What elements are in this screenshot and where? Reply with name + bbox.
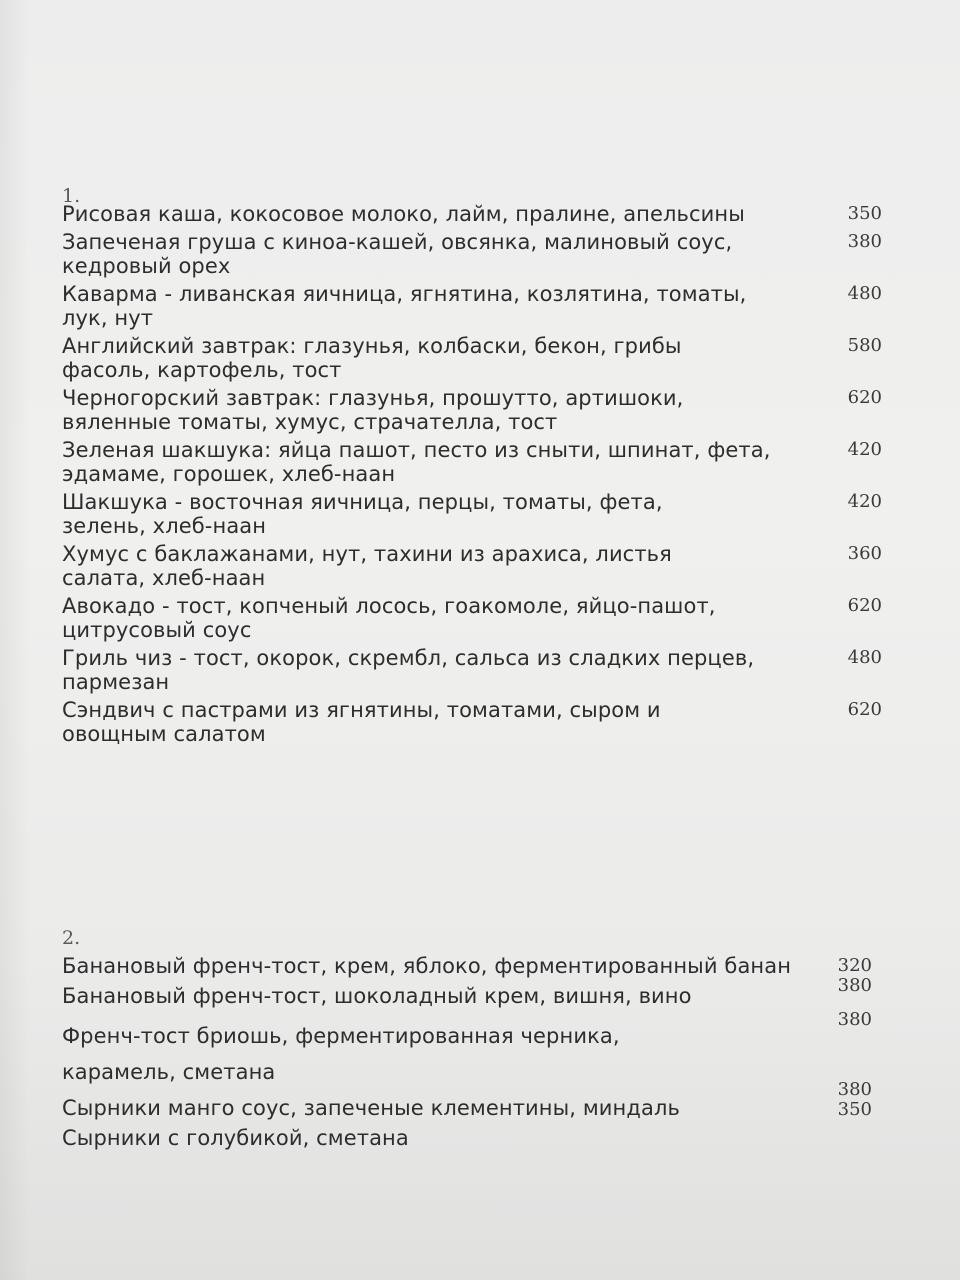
menu-item-name: Хумус с баклажанами, нут, тахини из арахиса, листья салата, хлеб-наан — [62, 542, 672, 590]
menu-item-name: Шакшука - восточная яичница, перцы, томаты, фета, зелень, хлеб-наан — [62, 490, 663, 538]
menu-item-price: 350 — [837, 1099, 872, 1120]
menu-item — [62, 594, 882, 642]
section-number: 2. — [62, 927, 81, 949]
menu-item — [62, 646, 882, 694]
menu-item-name: Сырники манго соус, запеченые клементины, миндаль — [62, 1096, 680, 1120]
menu-item — [62, 230, 882, 278]
menu-section-2 — [62, 928, 882, 1156]
menu-item — [62, 438, 882, 486]
menu-item-price: 480 — [847, 647, 882, 668]
menu-item-name: Зеленая шакшука: яйца пашот, песто из сныти, шпинат, фета, эдамаме, горошек, хлеб-наан — [62, 438, 771, 486]
menu-item-name: Английский завтрак: глазунья, колбаски, бекон, грибы фасоль, картофель, тост — [62, 334, 682, 382]
menu-item-name: Рисовая каша, кокосовое молоко, лайм, пралине, апельсины — [62, 202, 745, 226]
menu-item — [62, 698, 882, 746]
menu-item-name: Каварма - ливанская яичница, ягнятина, козлятина, томаты, лук, нут — [62, 282, 747, 330]
menu-item-name: Банановый френч-тост, крем, яблоко, ферментированный банан — [62, 954, 792, 978]
page-shadow — [0, 0, 30, 1280]
menu-item — [62, 386, 882, 434]
menu-item-price: 420 — [847, 491, 882, 512]
menu-item — [62, 202, 882, 226]
menu-item — [62, 1009, 882, 1090]
menu-item-name: Авокадо - тост, копченый лосось, гоакомоле, яйцо-пашот, цитрусовый соус — [62, 594, 716, 642]
menu-item-price: 620 — [847, 595, 882, 616]
menu-item — [62, 282, 882, 330]
menu-item-name: Банановый френч-тост, шоколадный крем, вишня, вино — [62, 984, 692, 1008]
menu-item-price: 350 — [847, 203, 882, 224]
menu-item-price: 420 — [847, 439, 882, 460]
section-number: 1. — [62, 185, 81, 207]
menu-item-name: Френч-тост бриошь, ферментированная черника, карамель, сметана — [62, 1024, 620, 1084]
menu-item-price: 380 — [837, 1079, 872, 1100]
menu-item-price: 620 — [847, 699, 882, 720]
menu-item-price: 380 — [847, 231, 882, 252]
menu-item — [62, 954, 882, 978]
menu-item — [62, 542, 882, 590]
menu-item — [62, 334, 882, 382]
menu-item-price: 620 — [847, 387, 882, 408]
menu-section-1 — [62, 186, 882, 750]
menu-item-price: 380 — [837, 975, 872, 996]
menu-item-price: 380 — [837, 1009, 872, 1030]
menu-item — [62, 1079, 882, 1120]
menu-item-name: Гриль чиз - тост, окорок, скрембл, сальса из сладких перцев, пармезан — [62, 646, 755, 694]
menu-item-name: Сырники с голубикой, сметана — [62, 1126, 409, 1150]
menu-item-name: Сэндвич с пастрами из ягнятины, томатами, сыром и овощным салатом — [62, 698, 661, 746]
menu-item-name: Запеченая груша с киноа-кашей, овсянка, малиновый соус, кедровый орех — [62, 230, 733, 278]
menu-item-price: 320 — [837, 955, 872, 976]
menu-item-price: 580 — [847, 335, 882, 356]
menu-item-price: 360 — [847, 543, 882, 564]
menu-item-name: Черногорский завтрак: глазунья, прошутто, артишоки, вяленные томаты, хумус, страчателла, тост — [62, 386, 684, 434]
menu-item — [62, 490, 882, 538]
menu-item-price: 480 — [847, 283, 882, 304]
menu-item — [62, 975, 882, 1008]
